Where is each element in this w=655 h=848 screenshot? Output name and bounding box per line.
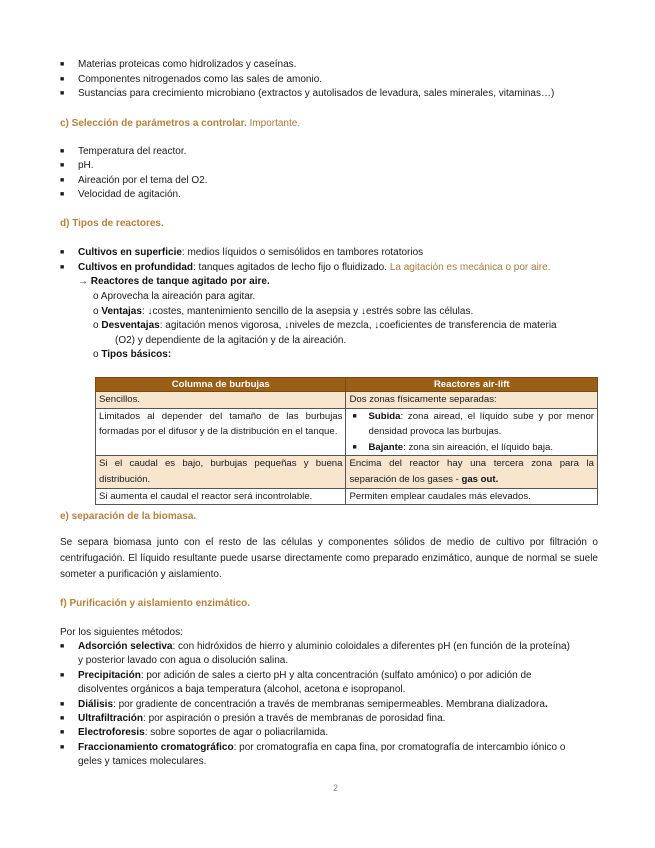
circle-bullet-icon: o (93, 320, 99, 331)
list-item (78, 669, 532, 682)
list-item: pH. (78, 160, 94, 171)
text: : con hidróxidos de hierro y aluminio coloidales a diferentes pH (en función de la proteína) (172, 641, 570, 652)
bullet-icon: ■ (60, 729, 65, 736)
page-number: 2 (333, 783, 339, 793)
term: Bajante (368, 441, 404, 453)
sub-heading-text: Reactores de tanque agitado por aire. (90, 276, 270, 287)
text: estrés sobre las células. (365, 306, 474, 317)
text: : agitación menos vigorosa, (159, 320, 285, 331)
term: Cultivos en profundidad (78, 262, 193, 273)
bullet-icon: ■ (60, 177, 65, 184)
list-item (78, 246, 423, 259)
bullet-icon: ■ (60, 90, 65, 97)
reactor-comparison-table (95, 377, 598, 505)
intro-text: Por los siguientes métodos: (60, 627, 183, 638)
text: : por aspiración o presión a través de membranas de porosidad fina. (143, 713, 446, 724)
list-item (78, 640, 570, 653)
term: Subida (368, 410, 401, 422)
table-cell: Si aumenta el caudal el reactor será incontrolable. (96, 488, 346, 505)
text: : sobre soportes de agar o poliacrilamida. (144, 727, 329, 738)
text: : zona airead, el líquido sube y por menor densidad provoca las burbujas. (368, 410, 594, 438)
text: : medios líquidos o semisólidos en tambores rotatorios (181, 247, 424, 258)
section-d-title: d) Tipos de reactores. (60, 218, 164, 229)
section-f-title: f) Purificación y aislamiento enzimático. (60, 598, 251, 609)
term: Fraccionamiento cromatográfico (78, 742, 234, 753)
list-item (78, 698, 548, 711)
bullet-icon: ■ (352, 412, 357, 420)
circle-bullet-icon: o (93, 306, 99, 317)
text: Encima del reactor hay una tercera zona para la separación de los gases - (349, 458, 594, 485)
bullet-icon: ■ (60, 191, 65, 198)
list-item-continuation: geles y tamices moleculares. (78, 756, 207, 767)
list-item (93, 348, 171, 361)
table-cell (346, 408, 598, 456)
list-item (78, 726, 328, 739)
list-item (93, 290, 255, 303)
table-cell: Sencillos. (96, 392, 346, 409)
table-cell: Si el caudal es bajo, burbujas pequeñas y buena distribución. (96, 456, 346, 488)
section-e-title: e) separación de la biomasa. (60, 511, 197, 522)
list-item-continuation: y posterior lavado con agua o disolución salina. (78, 655, 289, 666)
paragraph: Se separa biomasa junto con el resto de las células y componentes sólidos de medio de cultivo por filtración o centrifugación. El líquido resultante puede usarse directamente como preparado enzimático, aunque de normal se suele someter a purificación y aislamiento. (60, 537, 598, 580)
section-heading (60, 117, 300, 130)
highlight-note: La agitación es mecánica o por aire. (389, 262, 551, 273)
list-item (78, 261, 550, 274)
bullet-icon: ■ (60, 61, 65, 68)
arrow-right-icon: → (78, 276, 88, 287)
table-row (96, 456, 598, 488)
down-arrow-icon: ↓ (374, 320, 380, 331)
text: : (141, 306, 148, 317)
bullet-icon: ■ (60, 715, 65, 722)
list-item (78, 741, 565, 754)
table-row (96, 392, 598, 409)
down-arrow-icon: ↓ (284, 320, 290, 331)
down-arrow-icon: ↓ (360, 306, 366, 317)
list-item (93, 305, 473, 318)
term: Tipos básicos: (101, 349, 172, 360)
table-cell: Limitados al depender del tamaño de las burbujas formadas por el difusor y de la distribución en el tanque. (96, 408, 346, 456)
term: Diálisis (78, 699, 114, 710)
column-header: Columna de burbujas (96, 378, 346, 392)
list-item: Velocidad de agitación. (78, 189, 181, 200)
term: Precipitación (78, 670, 141, 681)
table-cell (346, 456, 598, 488)
bullet-icon: ■ (60, 76, 65, 83)
cell-list-item (349, 409, 594, 440)
list-item: Materias proteicas como hidrolizados y caseínas. (78, 59, 297, 70)
text: : por cromatografía en capa fina, por cromatografía de intercambio iónico o (233, 742, 566, 753)
table-row (96, 488, 598, 505)
list-item: Temperatura del reactor. (78, 146, 187, 157)
term: Cultivos en superficie (78, 247, 182, 258)
bullet-icon: ■ (60, 148, 65, 155)
down-arrow-icon: ↓ (147, 306, 153, 317)
term: Desventajas (101, 320, 160, 331)
list-item (93, 319, 557, 332)
circle-bullet-icon: o (93, 349, 99, 360)
text: : tanques agitados de lecho fijo o fluidizado. (193, 262, 388, 273)
list-item-continuation: (O2) y dependiente de la agitación y de la aireación. (115, 335, 347, 346)
bullet-icon: ■ (60, 264, 65, 271)
list-item: Sustancias para crecimiento microbiano (extractos y autolisados de levadura, sales minerales, vitaminas…) (78, 88, 555, 99)
term: gas out. (461, 473, 499, 485)
column-header: Reactores air-lift (346, 378, 598, 392)
text: Aprovecha la aireación para agitar. (100, 291, 256, 302)
list-item-continuation: disolventes orgánicos a baja temperatura (alcohol, acetona e isopropanol. (78, 684, 406, 695)
circle-bullet-icon: o (93, 291, 99, 302)
section-c-title: c) Selección de parámetros a controlar. (60, 118, 247, 129)
text: costes, mantenimiento sencillo de la asepsia y (152, 306, 361, 317)
bullet-icon: ■ (60, 672, 65, 679)
list-item: Aireación por el tema del O2. (78, 175, 208, 186)
table-row (96, 408, 598, 456)
text: : por gradiente de concentración a través de membranas semipermeables. Membrana dializadora (113, 699, 545, 710)
bullet-icon: ■ (60, 162, 65, 169)
bullet-icon: ■ (60, 701, 65, 708)
table-cell: Dos zonas físicamente separadas: (346, 392, 598, 409)
bullet-icon: ■ (352, 443, 357, 451)
text: : por adición de sales a cierto pH y alta concentración (sulfato amónico) o por adición de (140, 670, 532, 681)
term: Ultrafiltración (78, 713, 144, 724)
cell-list-item (349, 440, 594, 456)
bullet-icon: ■ (60, 643, 65, 650)
term: Adsorción selectiva (78, 641, 173, 652)
bullet-icon: ■ (60, 249, 65, 256)
term: Ventajas (101, 306, 142, 317)
term: . (544, 699, 548, 710)
table-header-row (96, 378, 598, 392)
text: : zona sin aireación, el líquido baja. (403, 441, 554, 453)
list-item: Componentes nitrogenados como las sales de amonio. (78, 74, 323, 85)
list-item (78, 712, 445, 725)
text: coeficientes de transferencia de materia (379, 320, 557, 331)
section-c-note: Importante. (249, 118, 301, 129)
sub-heading (78, 275, 270, 288)
table-cell: Permiten emplear caudales más elevados. (346, 488, 598, 505)
term: Electroforesis (78, 727, 145, 738)
text: niveles de mezcla, (289, 320, 375, 331)
bullet-icon: ■ (60, 744, 65, 751)
